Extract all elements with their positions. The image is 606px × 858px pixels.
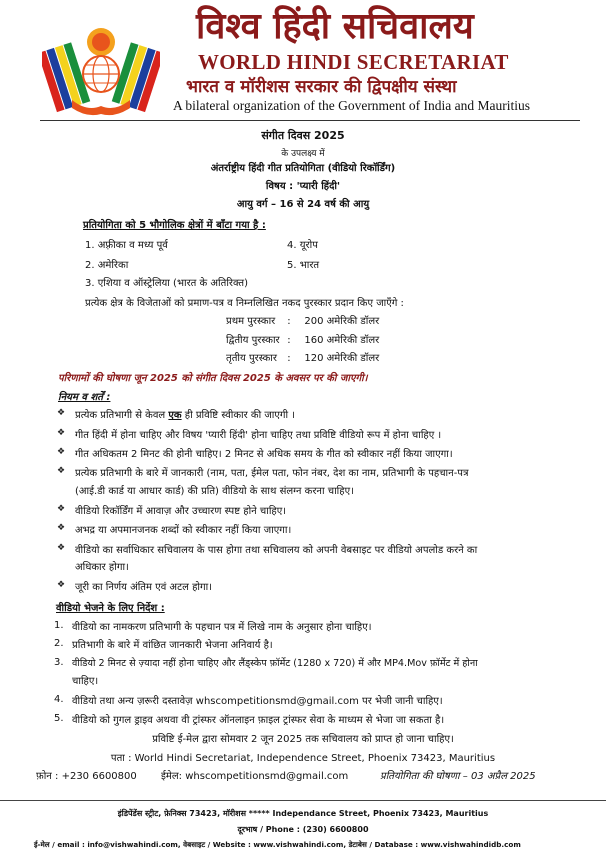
notice-line-4: विषय : 'प्यारी हिंदी' — [265, 181, 341, 192]
prize-label: द्वितीय पुरस्कार — [226, 335, 280, 346]
bullet-icon: ❖ — [57, 428, 66, 438]
region-2: 2. अमेरिका — [85, 260, 129, 271]
footer-phone: दूरभाष / Phone : (230) 6600800 — [237, 825, 369, 834]
region-5: 5. भारत — [287, 260, 320, 271]
region-3: 3. एशिया व ऑस्ट्रेलिया (भारत के अतिरिक्त) — [85, 278, 248, 289]
bullet-icon: ❖ — [57, 543, 66, 553]
region-1: 1. अफ़्रीका व मध्य पूर्व — [85, 240, 168, 251]
org-subtitle-hindi: भारत व मॉरीशस सरकार की द्विपक्षीय संस्था — [186, 77, 457, 97]
header-divider — [40, 120, 580, 121]
bullet-icon: ❖ — [57, 447, 66, 457]
rule-6: अभद्र या अपमानजनक शब्दों को स्वीकार नहीं किया जाएगा। — [75, 525, 292, 536]
prize-amount: 120 अमेरिकी डॉलर — [304, 353, 380, 364]
prize-sep: : — [287, 353, 291, 364]
instruction-3-line-1: वीडियो 2 मिनट से ज़्यादा नहीं होना चाहिए और लैंड्स्केप फ़ॉर्मेट (1280 x 720) में और MP4.Mov फ़ॉर्मेट में होना — [72, 658, 478, 669]
rule-4-line-1: प्रत्येक प्रतिभागी के बारे में जानकारी (नाम, पता, ईमेल पता, फोन नंबर, देश का नाम, प्रतिभागी के पहचान-पत्र — [75, 468, 469, 479]
instruction-number: 5. — [54, 713, 64, 724]
instructions-heading: वीडियो भेजने के लिए निर्देश : — [56, 603, 165, 614]
prize-sep: : — [287, 316, 291, 327]
instruction-number: 3. — [54, 657, 64, 668]
prize-row — [226, 332, 379, 346]
instruction-number: 2. — [54, 638, 64, 649]
org-title-hindi: विश्व हिंदी सचिवालय — [196, 6, 474, 47]
instruction-number: 1. — [54, 620, 64, 631]
bullet-icon: ❖ — [57, 408, 66, 418]
org-title-english: WORLD HINDI SECRETARIAT — [198, 50, 509, 74]
footer-address: इंडिपेंडेंस स्ट्रीट, फ़ेनिक्स 73423, मॉरीशस ***** Independance Street, Phoenix 73423, Mauritius — [117, 809, 489, 818]
instruction-5: वीडियो को गुगल ड्राइव अथवा वी ट्रांस्फर ऑनलाइन फ़ाइल ट्रांस्फर सेवा के माध्यम से भेजा जा सकता है। — [72, 715, 445, 726]
notice-line-3: अंतर्राष्ट्रीय हिंदी गीत प्रतियोगिता (वीडियो रिकॉर्डिंग) — [210, 163, 396, 174]
bullet-icon: ❖ — [57, 580, 66, 590]
instruction-3-line-2: चाहिए। — [72, 676, 99, 687]
regions-heading: प्रतियोगिता को 5 भौगोलिक क्षेत्रों में बाँटा गया है : — [83, 220, 266, 231]
rules-heading: नियम व शर्तें : — [58, 392, 111, 403]
prize-label: तृतीय पुरस्कार — [226, 353, 277, 364]
prize-amount: 160 अमेरिकी डॉलर — [304, 335, 380, 346]
region-4: 4. यूरोप — [287, 240, 318, 251]
contact-address: पता : World Hindi Secretariat, Independence Street, Phoenix 73423, Mauritius — [110, 753, 496, 764]
prize-amount: 200 अमेरिकी डॉलर — [304, 316, 380, 327]
instruction-4: वीडियो तथा अन्य ज़रूरी दस्तावेज़ whscompetitionsmd@gmail.com पर भेजी जानी चाहिए। — [72, 696, 443, 707]
rule-5: वीडियो रिकॉर्डिंग में आवाज़ और उच्चारण स्पष्ट होने चाहिए। — [75, 506, 287, 517]
bullet-icon: ❖ — [57, 466, 66, 476]
prize-row — [226, 350, 379, 364]
contact-email: ईमेल: whscompetitionsmd@gmail.com — [161, 771, 349, 782]
instruction-2: प्रतिभागी के बारे में वांछित जानकारी भेजना अनिवार्य है। — [72, 640, 273, 651]
prize-label: प्रथम पुरस्कार — [226, 316, 276, 327]
rule-7-line-2: अधिकार होगा। — [75, 562, 129, 573]
bullet-icon: ❖ — [57, 504, 66, 514]
org-subtitle-english: A bilateral organization of the Government of India and Mauritius — [173, 98, 531, 113]
footer-divider — [0, 800, 606, 801]
results-announcement: परिणामों की घोषणा जून 2025 को संगीत दिवस 2025 के अवसर पर की जाएगी। — [58, 373, 368, 384]
footer-links: ई-मेल / email : info@vishwahindi.com, वेबसाइट / Website : www.vishwahindi.com, डेटाबेस / Database : www.vishwahindidb.com — [34, 840, 521, 849]
rule-8: जूरी का निर्णय अंतिम एवं अटल होगा। — [75, 582, 212, 593]
prize-sep: : — [287, 335, 291, 346]
instruction-1: वीडियो का नामकरण प्रतिभागी के पहचान पत्र में लिखे नाम के अनुसार होना चाहिए। — [72, 622, 372, 633]
rule-1-part-a: प्रत्येक प्रतिभागी से केवल — [75, 410, 169, 421]
rule-3: गीत अधिकतम 2 मिनट की होनी चाहिए। 2 मिनट से अधिक समय के गीत को स्वीकार नहीं किया जाएगा। — [75, 449, 453, 460]
rule-2: गीत हिंदी में होना चाहिए और विषय 'प्यारी हिंदी' होना चाहिए तथा प्रविष्टि वीडियो रूप में होना चाहिए । — [75, 430, 442, 441]
prize-row — [226, 313, 379, 327]
contact-phone: फ़ोन : +230 6600800 — [36, 771, 137, 782]
rule-1-part-c: ही प्रविष्टि स्वीकार की जाएगी । — [181, 410, 296, 421]
rule-7-line-1: वीडियो का सर्वाधिकार सचिवालय के पास होगा तथा सचिवालय को अपनी वेबसाइट पर वीडियो अपलोड करने का — [75, 545, 478, 556]
notice-line-1: संगीत दिवस 2025 — [261, 129, 345, 142]
prize-intro: प्रत्येक क्षेत्र के विजेताओं को प्रमाण-पत्र व निम्नलिखित नकद पुरस्कार प्रदान किए जाएँगे : — [85, 298, 404, 309]
submission-deadline: प्रविष्टि ई-मेल द्वारा सोमवार 2 जून 2025 तक सचिवालय को प्राप्त हो जाना चाहिए। — [152, 734, 454, 745]
notice-line-5: आयु वर्ग – 16 से 24 वर्ष की आयु — [236, 199, 370, 210]
notice-line-2: के उपलक्ष्य में — [281, 149, 325, 159]
instruction-number: 4. — [54, 694, 64, 705]
logo — [42, 12, 160, 120]
rule-4-line-2: (आई.डी कार्ड या आधार कार्ड) की प्रति) वीडियो के साथ संलग्न करना चाहिए। — [75, 486, 354, 497]
bullet-icon: ❖ — [57, 523, 66, 533]
rule-1-emphasis: एक — [168, 410, 182, 421]
rule-1 — [75, 407, 295, 421]
competition-announcement-date: प्रतियोगिता की घोषणा – 03 अप्रैल 2025 — [380, 771, 536, 782]
